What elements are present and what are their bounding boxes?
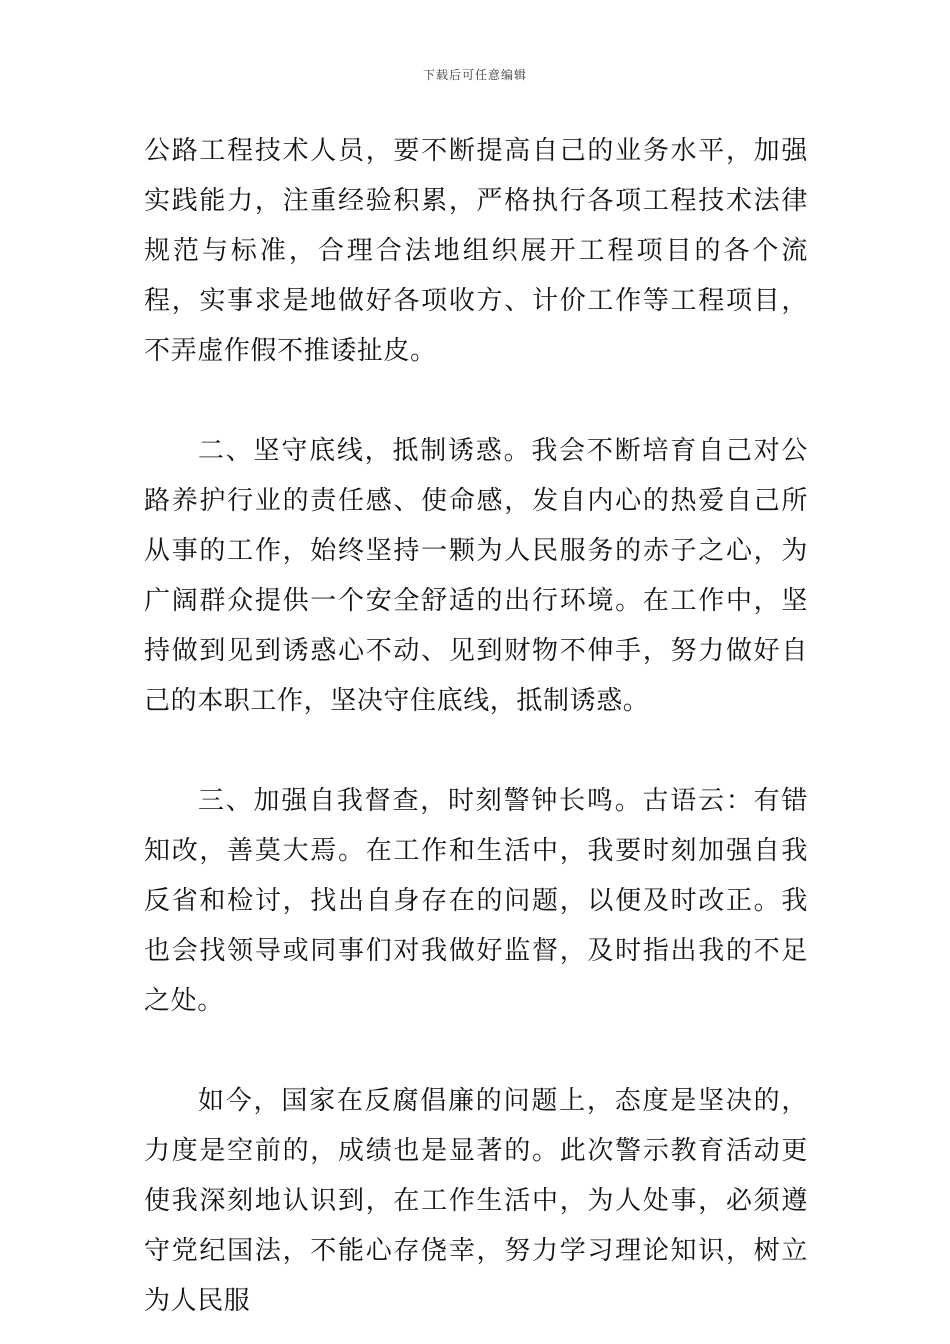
- paragraph-continuation: 公路工程技术人员，要不断提高自己的业务水平，加强实践能力，注重经验积累，严格执行各项工程技术法律规范与标准，合理合法地组织展开工程项目的各个流程，实事求是地做好各项收方、计价工作等工程项目，不弄虚作假不推诿扯皮。: [144, 136, 808, 366]
- header-note: 下载后可任意编辑: [422, 68, 527, 82]
- paragraph-point-three: 三、加强自我督查，时刻警钟长鸣。古语云：有错知改，善莫大焉。在工作和生活中，我要时刻加强自我反省和检讨，找出自身存在的问题，以便及时改正。我也会找领导或同事们对我做好监督，及时指出我的不足之处。: [144, 786, 808, 1016]
- paragraph-conclusion: 如今，国家在反腐倡廉的问题上，态度是坚决的，力度是空前的，成绩也是显著的。此次警示教育活动更使我深刻地认识到，在工作生活中，为人处事，必须遵守党纪国法，不能心存侥幸，努力学习理论知识，树立为人民服: [144, 1086, 808, 1316]
- document-body: [144, 126, 808, 1326]
- paragraph-point-two: 二、坚守底线，抵制诱惑。我会不断培育自己对公路养护行业的责任感、使命感，发自内心的热爱自己所从事的工作，始终坚持一颗为人民服务的赤子之心，为广阔群众提供一个安全舒适的出行环境。在工作中，坚持做到见到诱惑心不动、见到财物不伸手，努力做好自己的本职工作，坚决守住底线，抵制诱惑。: [144, 436, 808, 716]
